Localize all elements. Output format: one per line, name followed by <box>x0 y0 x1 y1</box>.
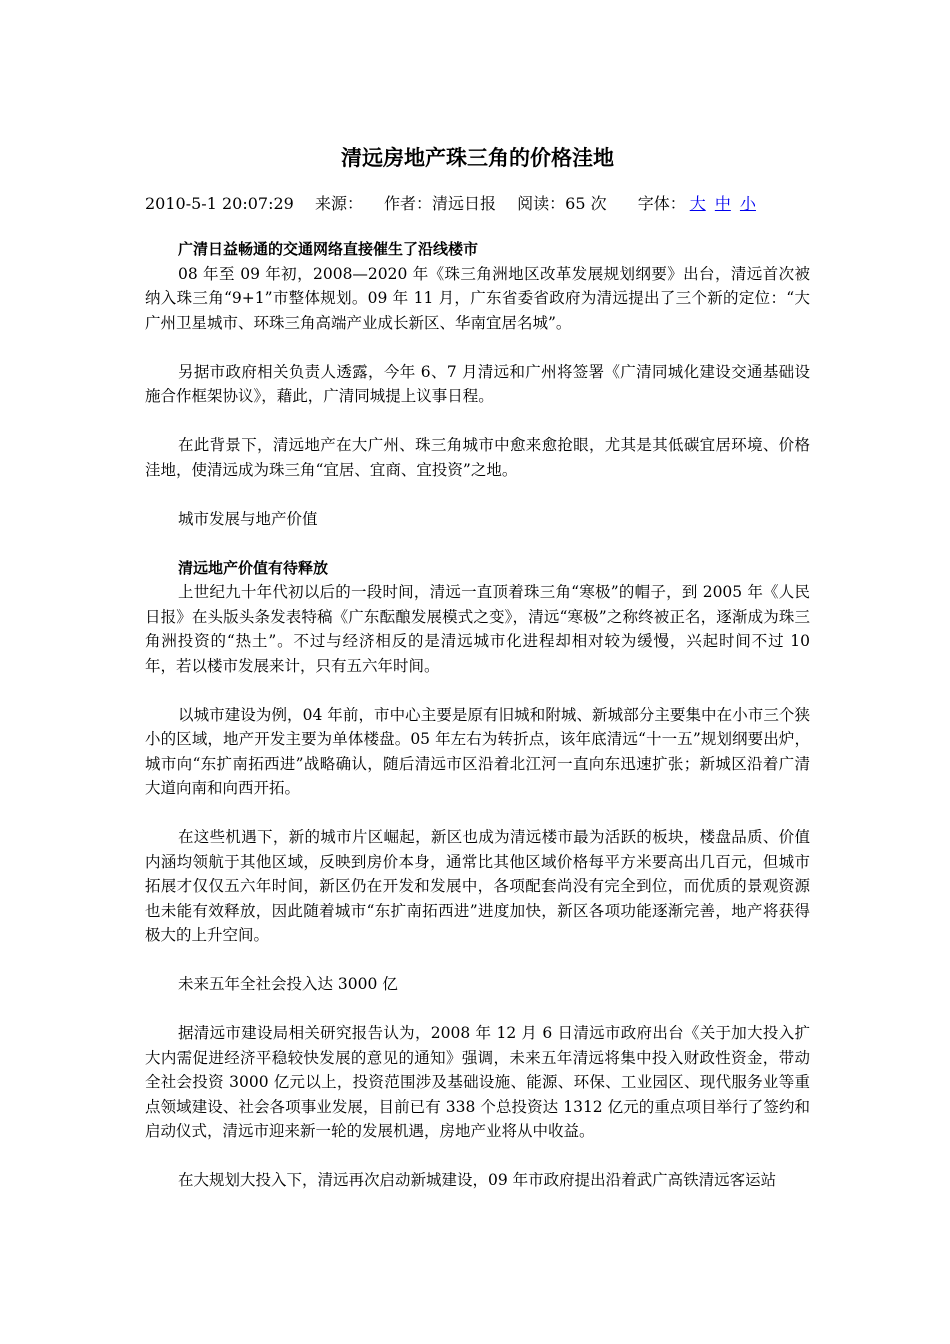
source-label: 来源： <box>314 194 363 213</box>
paragraph: 在这些机遇下，新的城市片区崛起，新区也成为清远楼市最为活跃的板块，楼盘品质、价值内涵均领航于其他区域，反映到房价本身，通常比其他区域价格每平方米要高出几百元，但城市拓展才仅仅五六年时间，新区仍在开发和发展中，各项配套尚没有完全到位，而优质的景观资源也未能有效释放，因此随着城市“东扩南拓西进”进度加快，新区各项功能逐渐完善，地产将获得极大的上升空间。 <box>145 828 810 944</box>
paragraph: 据清远市建设局相关研究报告认为，2008 年 12 月 6 日清远市政府出台《关于加大投入扩大内需促进经济平稳较快发展的意见的通知》强调，未来五年清远将集中投入财政性资金，带动全社会投资 3000 亿元以上，投资范围涉及基础设施、能源、环保、工业园区、现代服务业等重点领域建设、社会各项事业发展，目前已有 338 个总投资达 1312 亿元的重点项目举行了签约和启动仪式，清远市迎来新一轮的发展机遇，房地产业将从中收益。 <box>145 1024 810 1140</box>
font-large-link[interactable]: 大 <box>689 194 706 213</box>
article-meta <box>145 191 810 214</box>
paragraph: 另据市政府相关负责人透露，今年 6、7 月清远和广州将签署《广清同城化建设交通基础设施合作框架协议》，藉此，广清同城提上议事日程。 <box>145 362 810 405</box>
subheading: 城市发展与地产价值 <box>178 509 318 528</box>
paragraph: 在此背景下，清远地产在大广州、珠三角城市中愈来愈抢眼，尤其是其低碳宜居环境、价格洼地，使清远成为珠三角“宜居、宜商、宜投资”之地。 <box>145 436 810 479</box>
paragraph: 08 年至 09 年初，2008—2020 年《珠三角洲地区改革发展规划纲要》出台，清远首次被纳入珠三角“9+1”市整体规划。09 年 11 月，广东省委省政府为清远提出了三个新的定位：“大广州卫星城市、环珠三角高端产业成长新区、华南宜居名城”。 <box>145 264 810 332</box>
publish-datetime: 2010-5-1 20:07:29 <box>145 194 294 213</box>
font-medium-link[interactable]: 中 <box>714 194 731 213</box>
font-small-link[interactable]: 小 <box>739 194 756 213</box>
section-heading: 广清日益畅通的交通网络直接催生了沿线楼市 <box>178 240 479 258</box>
article-body <box>145 237 810 1193</box>
paragraph: 以城市建设为例，04 年前，市中心主要是原有旧城和附城、新城部分主要集中在小市三个狭小的区域，地产开发主要为单体楼盘。05 年左右为转折点，该年底清远“十一五”规划纲要出炉，城市向“东扩南拓西进”战略确认，随后清远市区沿着北江河一直向东迅速扩张；新城区沿着广清大道向南和向西开拓。 <box>145 705 810 797</box>
font-size-label: 字体： <box>637 194 686 213</box>
author-label: 作者：清远日报 <box>384 194 497 213</box>
article-title: 清远房地产珠三角的价格洼地 <box>341 146 614 170</box>
read-count: 阅读：65 次 <box>517 194 607 213</box>
section-heading: 清远地产价值有待释放 <box>178 558 329 577</box>
subheading: 未来五年全社会投入达 3000 亿 <box>178 975 398 993</box>
paragraph: 在大规划大投入下，清远再次启动新城建设，09 年市政府提出沿着武广高铁清远客运站 <box>178 1171 777 1189</box>
paragraph: 上世纪九十年代初以后的一段时间，清远一直顶着珠三角“寒极”的帽子，到 2005 年《人民日报》在头版头条发表特稿《广东酝酿发展模式之变》，清远“寒极”之称终被正名，逐渐成为珠三角洲投资的“热土”。不过与经济相反的是清远城市化进程却相对较为缓慢，兴起时间不过 10 年，若以楼市发展来计，只有五六年时间。 <box>145 583 810 675</box>
